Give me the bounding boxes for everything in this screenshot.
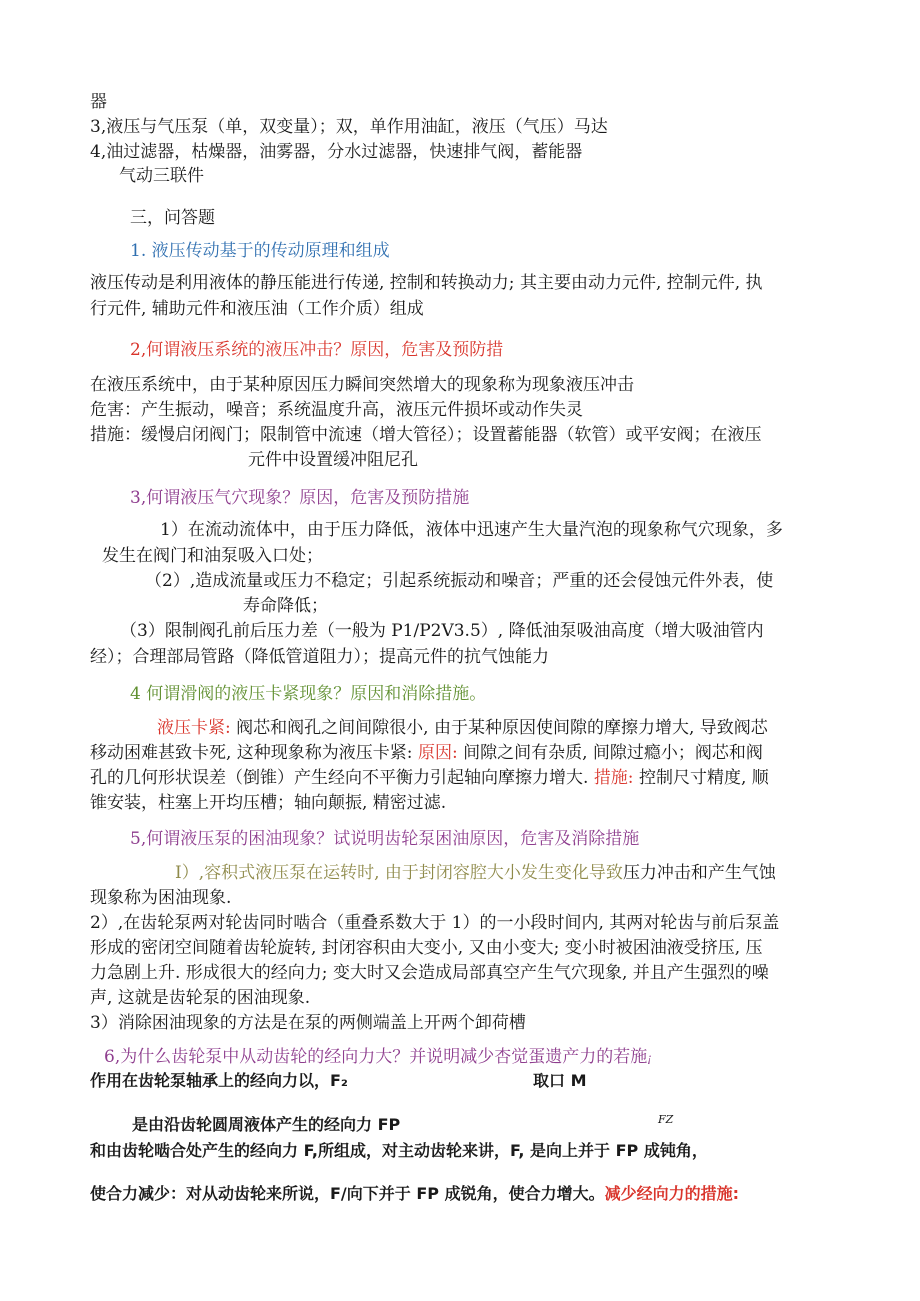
line-fragment: 器 xyxy=(90,92,107,112)
question-4: 4 何谓滑阀的液压卡紧现象？原因和消除措施。 xyxy=(130,684,487,704)
answer-4-line-4: 锥安装，柱塞上开均压槽；轴向颠振, 精密过滤. xyxy=(90,793,447,813)
question-5: 5,何谓液压泵的困油现象？试说明齿轮泵困油原因，危害及消除措施 xyxy=(130,829,640,849)
question-3: 3,何谓液压气穴现象？原因，危害及预防措施 xyxy=(130,488,470,508)
answer-text: 控制尺寸精度, 顺 xyxy=(633,768,769,788)
term-label: 减少经向力的措施: xyxy=(604,1184,739,1203)
answer-text: 使合力减少：对从动齿轮来所说，F/向下并于 FP 成锐角，使合力增大。 xyxy=(90,1184,605,1203)
answer-6-line-2-mark: FZ xyxy=(658,1113,674,1126)
list-item-3: 3,液压与气压泵（单，双变量）；双，单作用油缸，液压（气压）马达 xyxy=(90,117,608,137)
question-1: 1. 液压传动基于的传动原理和组成 xyxy=(130,241,390,261)
answer-4-line-2 xyxy=(90,742,763,764)
answer-text: 孔的几何形状误差（倒锥）产生经向不平衡力引起轴向摩擦力增大. xyxy=(90,768,594,788)
answer-5-line-2: 现象称为困油现象. xyxy=(90,888,232,908)
answer-6-line-3: 和由齿轮啮合处产生的经向力 F,所组成，对主动齿轮来讲，F, 是向上并于 FP 成钝角， xyxy=(90,1141,708,1160)
answer-3-line-6: 经）；合理部局管路（降低管道阻力）；提高元件的抗气蚀能力 xyxy=(90,647,549,667)
list-item-4-cont: 气动三联件 xyxy=(119,166,204,186)
answer-3-line-5: （3）限制阀孔前后压力差（一般为 P1/P2V3.5）, 降低油泵吸油高度（增大吸油管内 xyxy=(120,621,764,641)
answer-2-line-1: 在液压系统中，由于某种原因压力瞬间突然增大的现象称为现象液压冲击 xyxy=(90,375,634,395)
question-text: 6,为什么齿轮泵中从动齿轮的经向力大？并说明减少杏觉蛋遗产力的若施 xyxy=(104,1047,648,1067)
answer-4-line-1 xyxy=(157,717,768,739)
term-label: 措施: xyxy=(593,768,634,788)
answer-3-line-1: 1）在流动流体中，由于压力降低，液体中迅速产生大量汽泡的现象称气穴现象，多 xyxy=(160,520,783,540)
answer-text: 间隙之间有杂质, 间隙过瘾小；阀芯和阀 xyxy=(457,743,763,763)
term-label: 原因: xyxy=(417,743,458,763)
answer-4-line-3 xyxy=(90,767,769,789)
question-2: 2,何谓液压系统的液压冲击？原因，危害及预防措 xyxy=(130,340,504,360)
answer-2-line-2: 危害：产生振动，噪音；系统温度升高，液压元件损坏或动作失灵 xyxy=(90,400,583,420)
answer-1-line-2: 行元件, 辅助元件和液压油（工作介质）组成 xyxy=(90,299,424,319)
answer-text-highlight: I）,容积式液压泵在运转时, 由于封闭容腔大小发生变化导致 xyxy=(175,863,623,883)
answer-text: 阀芯和阀孔之间间隙很小, 由于某种原因使间隙的摩擦力增大, 导致阀芯 xyxy=(230,718,768,738)
answer-6-line-4 xyxy=(90,1183,739,1205)
answer-1-line-1: 液压传动是利用液体的静压能进行传递, 控制和转换动力; 其主要由动力元件, 控制元件, 执 xyxy=(90,273,763,293)
list-item-4: 4,油过滤器，枯燥器，油雾器，分水过滤器，快速排气阀，蓄能器 xyxy=(90,142,583,162)
answer-5-line-7: 3）消除困油现象的方法是在泵的两侧端盖上开两个卸荷槽 xyxy=(90,1013,526,1033)
question-6 xyxy=(104,1046,652,1070)
answer-3-line-2: 发生在阀门和油泵吸入口处； xyxy=(102,546,323,566)
answer-3-line-3: （2）,造成流量或压力不稳定；引起系统振动和噪音；严重的还会侵蚀元件外表，使 xyxy=(145,571,774,591)
answer-6-line-2: 是由沿齿轮圆周液体产生的经向力 FP xyxy=(132,1115,401,1134)
question-tail-mark: ¡ xyxy=(647,1052,652,1065)
answer-2-line-4: 元件中设置缓冲阻尼孔 xyxy=(248,450,418,470)
answer-text: 移动困难甚致卡死, 这种现象称为液压卡紧: xyxy=(90,743,418,763)
answer-text: 压力冲击和产生气蚀 xyxy=(622,863,776,883)
answer-5-line-4: 形成的密闭空间随着齿轮旋转, 封闭容积由大变小, 又由小变大; 变小时被困油液受挤压, 压 xyxy=(90,938,763,958)
answer-5-line-5: 力急剧上升. 形成很大的经向力; 变大时又会造成局部真空产生气穴现象, 并且产生强烈的噪 xyxy=(90,963,769,983)
answer-3-line-4: 寿命降低； xyxy=(243,596,328,616)
answer-5-line-1 xyxy=(175,862,776,884)
answer-6-line-1-right: 取口 M xyxy=(533,1071,587,1090)
section-heading: 三，问答题 xyxy=(130,208,215,228)
answer-5-line-6: 声, 这就是齿轮泵的困油现象. xyxy=(90,988,311,1008)
term-label: 液压卡紧: xyxy=(157,718,231,738)
answer-5-line-3: 2）,在齿轮泵两对轮齿同时啮合（重叠系数大于 1）的一小段时间内, 其两对轮齿与前后泵盖 xyxy=(90,913,780,933)
answer-6-line-1: 作用在齿轮泵轴承上的经向力以，F₂ xyxy=(90,1071,348,1090)
answer-2-line-3: 措施：缓慢启闭阀门；限制管中流速（增大管径）；设置蓄能器（软管）或平安阀；在液压 xyxy=(90,425,762,445)
